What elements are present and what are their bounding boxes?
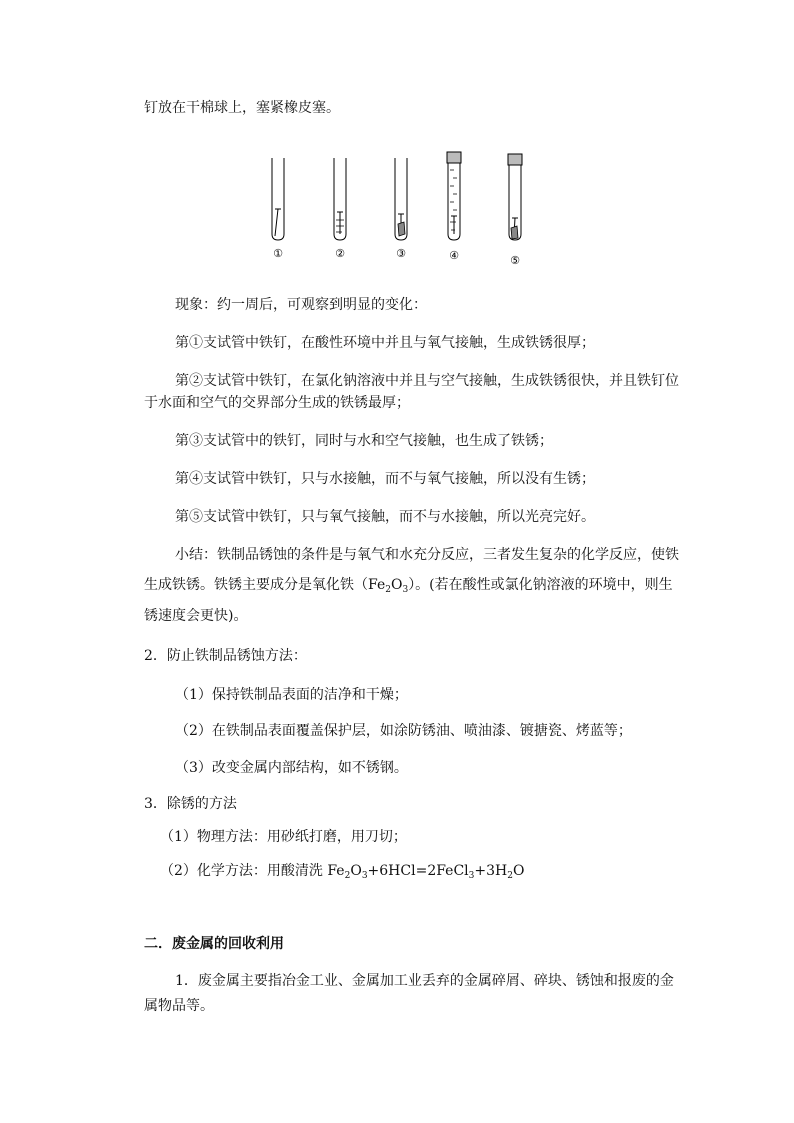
tube-label-1: ① xyxy=(273,247,283,260)
prevention-item-3: （3）改变金属内部结构，如不锈钢。 xyxy=(175,760,408,776)
observation-4: 第④支试管中铁钉，只与水接触，而不与氧气接触，所以没有生锈； xyxy=(175,471,595,487)
tube-label-4: ④ xyxy=(449,249,459,262)
rust-removal-heading: 3．除锈的方法 xyxy=(144,796,237,812)
rust-removal-physical: （1）物理方法：用砂纸打磨，用刀切； xyxy=(160,829,407,845)
prevention-item-1: （1）保持铁制品表面的洁净和干燥； xyxy=(175,687,408,703)
observation-5: 第⑤支试管中铁钉，只与氧气接触，而不与水接触，所以光亮完好。 xyxy=(175,509,595,525)
test-tube-5 xyxy=(508,154,522,240)
prevention-item-2: （2）在铁制品表面覆盖保护层，如涂防锈油、喷油漆、镀搪瓷、烤蓝等； xyxy=(175,723,632,739)
section-two-item-1: 1．废金属主要指冶金工业、金属加工业丢弃的金属碎屑、碎块、锈蚀和报废的金 xyxy=(175,973,674,989)
summary-line-1: 小结：铁制品锈蚀的条件是与氧气和水充分反应，三者发生复杂的化学反应，使铁 xyxy=(175,547,679,563)
observation-3: 第③支试管中的铁钉，同时与水和空气接触，也生成了铁锈； xyxy=(175,433,553,449)
rust-removal-chemical: （2）化学方法：用酸清洗 $Fe_2O_3+6HCl=2FeCl_3+3H_2O$ xyxy=(160,863,525,881)
observation-1: 第①支试管中铁钉，在酸性环境中并且与氧气接触，生成铁锈很厚； xyxy=(175,335,595,351)
tube-label-2: ② xyxy=(335,247,345,260)
test-tube-4 xyxy=(447,152,461,240)
tube-label-3: ③ xyxy=(396,247,406,260)
observation-2-cont: 于水面和空气的交界部分生成的铁锈最厚； xyxy=(144,395,410,411)
observation-2: 第②支试管中铁钉，在氯化钠溶液中并且与空气接触，生成铁锈很快，并且铁钉位 xyxy=(175,373,679,389)
test-tube-figure xyxy=(260,146,540,268)
test-tube-3 xyxy=(395,158,407,240)
summary-line-2: 生成铁锈。铁锈主要成分是氧化铁$(Fe_2O_3)$。(若在酸性或氯化钠溶液的环境中，则生 xyxy=(144,577,673,595)
tube-label-5: ⑤ xyxy=(510,254,520,267)
prevention-heading: 2．防止铁制品锈蚀方法： xyxy=(144,648,307,664)
test-tube-2 xyxy=(334,158,346,240)
summary-line-3: 锈速度会更快)。 xyxy=(144,608,248,624)
intro-line: 钉放在干棉球上，塞紧橡皮塞。 xyxy=(144,100,340,116)
section-two-item-1-cont: 属物品等。 xyxy=(144,998,214,1014)
section-two-heading: 二．废金属的回收利用 xyxy=(144,936,284,952)
phenomenon-intro: 现象：约一周后，可观察到明显的变化： xyxy=(175,297,427,313)
test-tube-1 xyxy=(272,158,284,240)
